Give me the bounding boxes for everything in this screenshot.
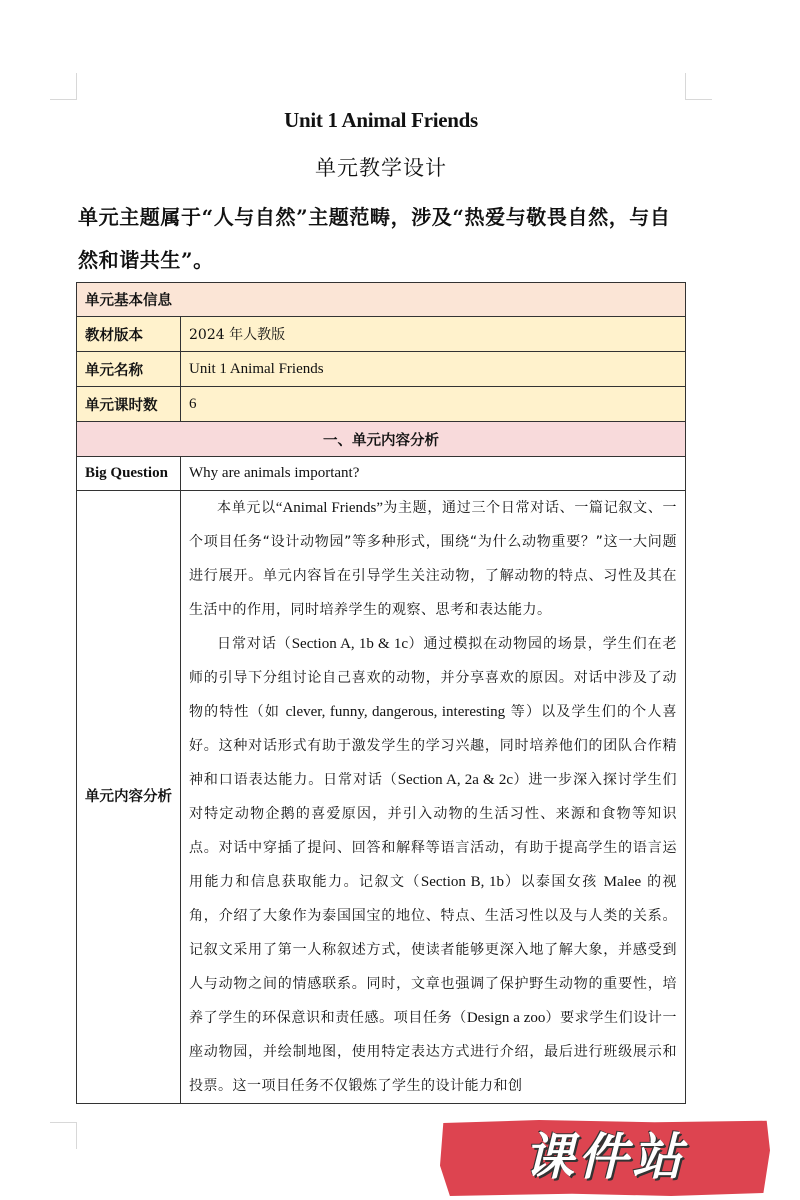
- section-header-row: [77, 422, 686, 457]
- paragraph: [189, 491, 677, 627]
- crop-mark-bottom-left: [50, 1122, 77, 1149]
- text-en: clever, funny, dangerous, interesting: [285, 704, 506, 720]
- text: ）通过模拟在动物园的场景，学生们在老师的引导下分组讨论自己喜欢的动物，并分享喜欢的原因。对话中涉及了动物的特性（如: [189, 636, 678, 720]
- row-label: 单元课时数: [77, 387, 181, 422]
- text-en: Malee: [603, 874, 642, 890]
- row-label: 单元名称: [77, 352, 181, 387]
- text-en: “Animal Friends”: [275, 500, 384, 516]
- big-question-value: Why are animals important?: [181, 457, 686, 491]
- table-row: [77, 387, 686, 422]
- crop-mark-top-left: [50, 73, 77, 100]
- text: ）要求学生们设计一座动物园，并绘制地图，使用特定表达方式进行介绍，最后进行班级展示和投票。这一项目任务不仅锻炼了学生的设计能力和创: [189, 1010, 678, 1094]
- text-en: Section B, 1b: [420, 874, 505, 890]
- row-value: 2024 年人教版: [181, 317, 686, 352]
- text: 等）以及学生们的个人喜好。这种对话形式有助于激发学生的学习兴趣，同时培养他们的团队合作精神和口语表达能力。日常对话（: [189, 704, 677, 788]
- watermark-stamp: [440, 1120, 770, 1196]
- text-en: Design a zoo: [466, 1010, 546, 1026]
- paragraph: [189, 627, 677, 1103]
- text: 为主题，通过三个日常对话、一篇记叙文、一个项目任务“设计动物园”等多种形式，围绕“为什么动物重要？”这一大问题进行展开。单元内容旨在引导学生关注动物，了解动物的特点、习性及其在生活中的作用，同时培养学生的观察、思考和表达能力。: [189, 500, 678, 618]
- row-label: 教材版本: [77, 317, 181, 352]
- document-title-zh: 单元教学设计: [315, 156, 447, 180]
- text: 日常对话（: [217, 636, 292, 652]
- document-title-en: Unit 1 Animal Friends: [284, 108, 478, 132]
- text: 本单元以: [217, 500, 276, 516]
- table-row: [77, 352, 686, 387]
- basic-info-header-row: [77, 283, 686, 317]
- unit-theme-intro: 单元主题属于“人与自然”主题范畴，涉及“热爱与敬畏自然，与自然和谐共生”。: [78, 205, 671, 272]
- table-row: [77, 317, 686, 352]
- basic-info-header: 单元基本信息: [77, 283, 686, 317]
- text: ）以泰国女孩: [504, 874, 604, 890]
- crop-mark-top-right: [685, 73, 712, 100]
- content-analysis-row: [77, 491, 686, 1104]
- text: 的视角，介绍了大象作为泰国国宝的地位、特点、生活习性以及与人类的关系。记叙文采用了第一人称叙述方式，使读者能够更深入地了解大象，并感受到人与动物之间的情感联系。同时，文章也强调了保护野生动物的重要性，培养了学生的环保意识和责任感。项目任务（: [189, 874, 678, 1026]
- watermark-text: 课件站: [524, 1128, 686, 1186]
- text-en: Section A, 1b & 1c: [291, 636, 409, 652]
- big-question-label: Big Question: [77, 457, 181, 491]
- unit-design-table: [76, 282, 686, 1104]
- row-value: 6: [181, 387, 686, 422]
- row-value: Unit 1 Animal Friends: [181, 352, 686, 387]
- text-en: Section A, 2a & 2c: [397, 772, 514, 788]
- text: ）进一步深入探讨学生们对特定动物企鹅的喜爱原因，并引入动物的生活习性、来源和食物等知识点。对话中穿插了提问、回答和解释等语言活动，有助于提高学生的语言运用能力和信息获取能力。记叙文（: [189, 772, 678, 890]
- section-title: 一、单元内容分析: [77, 422, 686, 457]
- content-analysis-label: 单元内容分析: [77, 491, 181, 1104]
- big-question-row: [77, 457, 686, 491]
- content-analysis-body: [181, 491, 686, 1104]
